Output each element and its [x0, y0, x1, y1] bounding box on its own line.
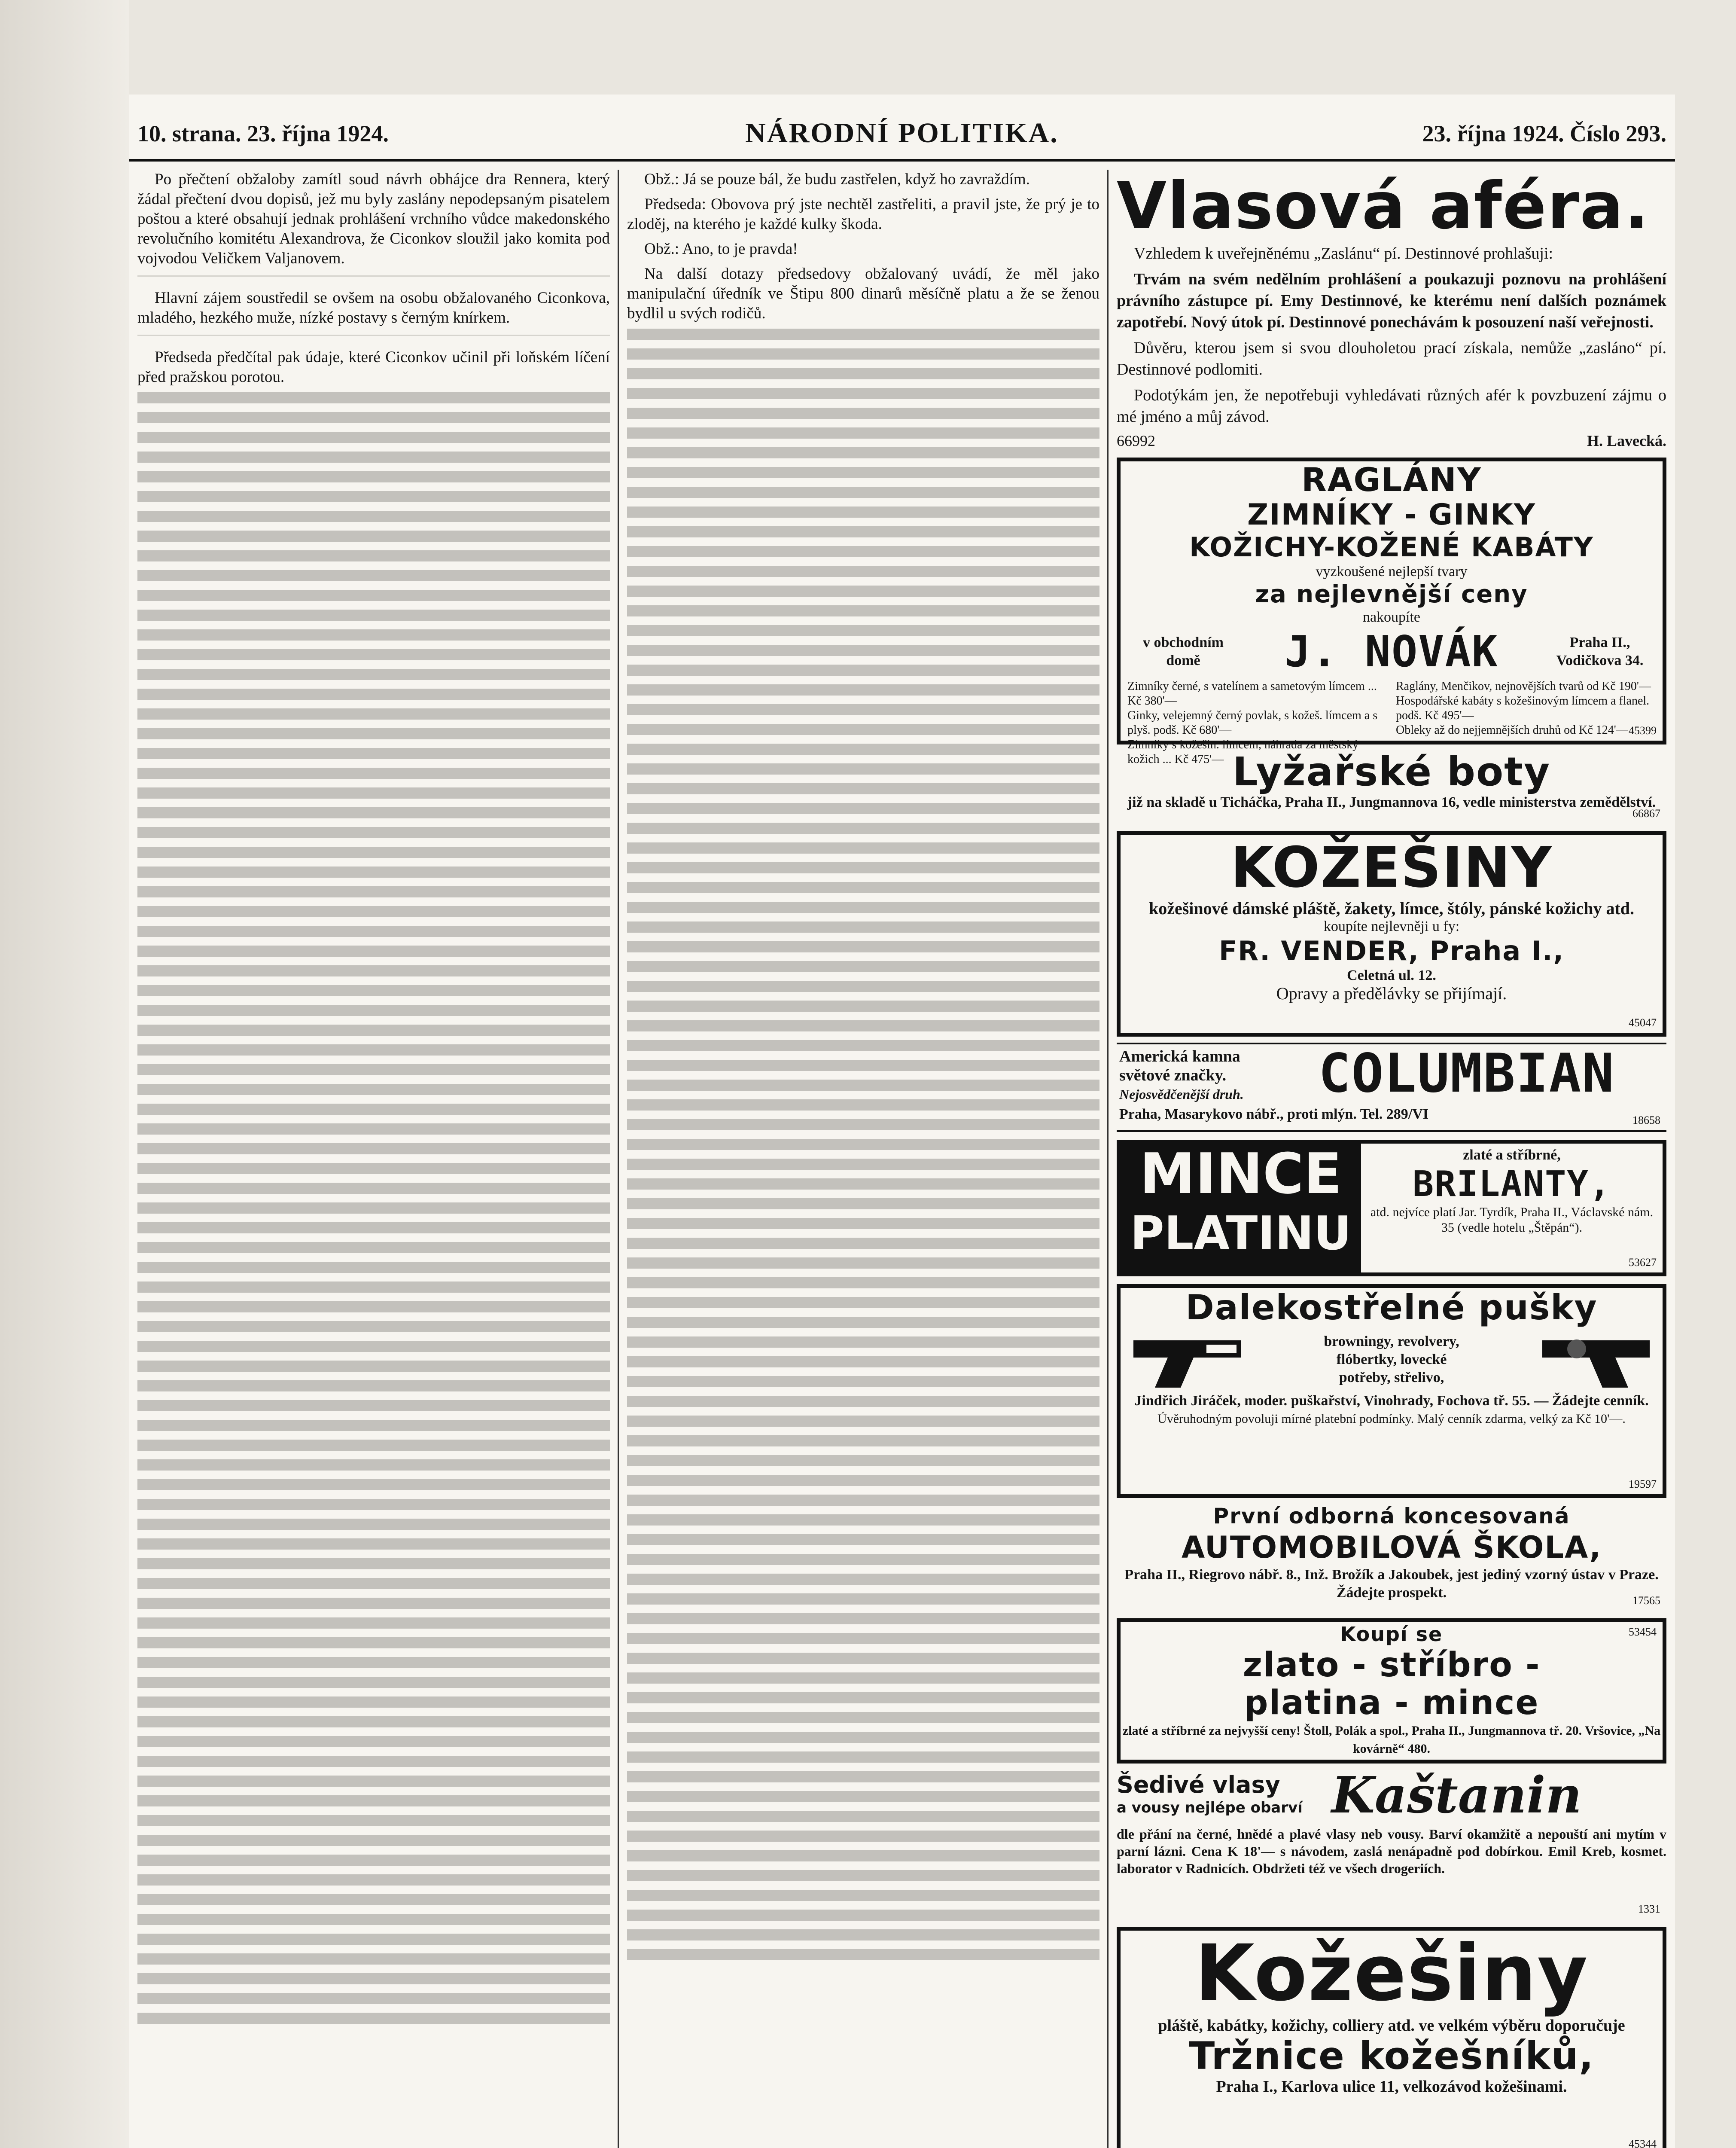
headline-vlasova-afera: Vlasová aféra. [1117, 169, 1650, 244]
illegible-text-block [137, 392, 610, 2025]
ad-title: MINCE [1139, 1141, 1342, 1206]
ad-lyzarske-boty [1117, 751, 1666, 824]
signature: H. Lavecká. [1587, 432, 1666, 449]
ad-tyrdik [1117, 1140, 1666, 1276]
ad-text: Úvěruhodným povoluji mírné platební podmínky. Malý cenník zdarma, velký za Kč 10'—. [1157, 1412, 1626, 1426]
ad-text: Koupí se [1340, 1623, 1443, 1646]
ad-text: v obchodním domě [1143, 634, 1224, 668]
statement-signature-row [1117, 432, 1666, 450]
ad-brand: FR. VENDER, Praha I., [1218, 935, 1565, 967]
article-column-1 [137, 170, 610, 2148]
article-paragraph: Hlavní zájem soustředil se ovšem na osobu obžalovaného Ciconkova, mladého, hezkého muže, nízké postavy s černým knírkem. [137, 289, 610, 326]
ad-number: 45344 [1629, 2138, 1657, 2148]
pistol-icon [1129, 1327, 1258, 1392]
header-issue-right: 23. října 1924. Číslo 293. [1422, 121, 1666, 146]
ad-title: Lyžařské boty [1232, 749, 1551, 795]
article-paragraph: Obž.: Ano, to je pravda! [644, 240, 798, 258]
illegible-text [137, 275, 610, 281]
price-item: Hospodářské kabáty s kožešinovým límcem a flanel. podš. Kč 495'— [1396, 694, 1650, 722]
statement-paragraph: Trvám na svém nedělním prohlášení a poukazuji poznovu na prohlášení právního zástupce pí. Emy Destinnové, ke kterému není dalších poznámek zapotřebí. Nový útok pí. Destinnové ponechávám k posouzení naší veřejnosti. [1117, 270, 1666, 331]
ad-text: Praha II., Riegrovo nábř. 8., Inž. Brožík a Jakoubek, jest jediný vzorný ústav v Praze. Žádejte prospekt. [1124, 1567, 1659, 1601]
ad-number: 66867 [1632, 807, 1660, 820]
column-rule [1107, 170, 1109, 2148]
vlasova-statement [1117, 243, 1666, 427]
ad-brand: J. NOVÁK [1285, 626, 1498, 677]
ad-number: 18658 [1632, 1114, 1660, 1126]
ad-text: již na skladě u Ticháčka, Praha II., Jungmannova 16, vedle ministerstva zemědělství. [1127, 794, 1656, 810]
header-date-left: 10. strana. 23. října 1924. [137, 121, 389, 146]
article-paragraph: Předseda: Obovova prý jste nechtěl zastřeliti, a pravil jste, že prý je to zloděj, na kterého je každé kulky škoda. [627, 195, 1099, 233]
ad-number: 19597 [1629, 1478, 1657, 1490]
ad-text: První odborná koncesovaná [1213, 1504, 1570, 1529]
ad-vender [1117, 831, 1666, 1037]
ad-text: Šedivé vlasy [1117, 1771, 1280, 1798]
ad-text: zlaté a stříbrné za nejvyšší ceny! Štoll, Polák a spol., Praha II., Jungmannova tř. 20. Vršovice, „Na kovárně“ 480. [1122, 1724, 1661, 1756]
ad-title: AUTOMOBILOVÁ ŠKOLA, [1181, 1530, 1602, 1565]
ad-line: nakoupíte [1362, 609, 1421, 625]
ad-trznice [1117, 1927, 1666, 2148]
ad-kastanin [1117, 1766, 1666, 1919]
statement-paragraph: Důvěru, kterou jsem si svou dlouholetou prací získala, nemůže „zasláno“ pí. Destinnové podlomiti. [1117, 339, 1666, 378]
ad-line: KOŽICHY-KOŽENÉ KABÁTY [1189, 531, 1594, 563]
ad-title: platina - mince [1244, 1684, 1539, 1722]
ad-text: Americká kamna [1119, 1047, 1240, 1065]
ad-brand: Kaštanin [1331, 1766, 1582, 1825]
ad-address: Celetná ul. 12. [1347, 967, 1436, 983]
article-paragraph: Obž.: Já se pouze bál, že budu zastřelen, když ho zavraždím. [644, 171, 1030, 188]
ad-line: za nejlevnější ceny [1255, 580, 1528, 608]
page-margin [0, 0, 129, 2148]
price-item: Raglány, Menčikov, nejnovějších tvarů od Kč 190'— [1396, 680, 1651, 693]
ad-text: koupíte nejlevněji u fy: [1323, 918, 1460, 934]
ad-autoskola [1117, 1503, 1666, 1611]
ad-text: browningy, revolvery, flóbertky, lovecké potřeby, střelivo, [1324, 1333, 1459, 1385]
ad-number: 45399 [1629, 724, 1657, 737]
ad-brand: COLUMBIAN [1319, 1043, 1615, 1105]
ad-zlato [1117, 1618, 1666, 1764]
ad-text: a vousy nejlépe obarví [1117, 1799, 1303, 1816]
ad-text: kožešinové dámské pláště, žakety, límce, štóly, pánské kožichy atd. [1148, 899, 1635, 918]
newspaper-title: NÁRODNÍ POLITIKA. [745, 117, 1059, 149]
column-rule [618, 170, 619, 2148]
ad-text: atd. nejvíce platí Jar. Tyrdík, Praha II., Václavské nám. 35 (vedle hotelu „Štěpán“). [1370, 1205, 1654, 1235]
ad-brand: BRILANTY, [1412, 1164, 1611, 1205]
ad-brand: Tržnice kožešníků, [1189, 2034, 1594, 2078]
ad-title: KOŽEŠINY [1230, 835, 1553, 900]
ad-line: ZIMNÍKY - GINKY [1247, 498, 1536, 532]
revolver-icon [1525, 1327, 1654, 1392]
statement-paragraph: Podotýkám jen, že nepotřebuji vyhledávati různých afér k povzbuzení zájmu o mé jméno a můj závod. [1117, 386, 1666, 426]
ad-number: 53627 [1629, 1256, 1657, 1269]
ad-pusky [1117, 1284, 1666, 1498]
page-header [129, 112, 1675, 162]
ad-text: dle přání na černé, hnědé a plavé vlasy neb vousy. Barví okamžitě a nepouští ani mytím v parní lázni. Cena K 18'— s návodem, zaslá nenápadně pod dobírkou. Emil Kreb, kosmet. laborator v Radnicích. Obdržeti též ve všech drogeriích. [1117, 1826, 1666, 1876]
statement-paragraph: Vzhledem k uveřejněnému „Zaslánu“ pí. Destinnové prohlašuji: [1134, 244, 1553, 262]
ad-address: Praha II., Vodičkova 34. [1556, 634, 1644, 668]
illegible-text [137, 335, 610, 341]
newspaper-page [129, 95, 1675, 2148]
article-paragraph: Na další dotazy předsedovy obžalovaný uvádí, že měl jako manipulační úředník ve Štipu 800 dinarů měsíčně platu a že se ženou bydlil u svých rodičů. [627, 265, 1099, 322]
ad-number: 45047 [1629, 1016, 1657, 1029]
price-item: Ginky, velejemný černý povlak, s kožeš. límcem a s plyš. podš. Kč 680'— [1127, 709, 1378, 737]
ad-number: 17565 [1632, 1594, 1660, 1607]
illegible-text-block [627, 329, 1099, 1961]
ad-novak [1117, 458, 1666, 766]
ad-number: 53454 [1629, 1626, 1657, 1638]
ad-address: Praha I., Karlova ulice 11, velkozávod kožešinami. [1216, 2078, 1567, 2096]
ad-address: Praha, Masarykovo nábř., proti mlýn. Tel. 289/VI [1119, 1106, 1429, 1122]
ad-text: zlaté a stříbrné, [1463, 1147, 1561, 1163]
ads-column [1117, 170, 1666, 2148]
ad-text: pláště, kabátky, kožichy, colliery atd. ve velkém výběru doporučuje [1158, 2017, 1625, 2035]
ad-line: RAGLÁNY [1301, 461, 1482, 499]
ad-text: Opravy a předělávky se přijímají. [1276, 984, 1507, 1003]
price-item: Zimníky s kožešin. límcem, náhrada za městský kožich ... Kč 475'— [1127, 738, 1359, 766]
article-column-2 [627, 170, 1099, 2148]
ad-title: zlato - stříbro - [1243, 1646, 1541, 1684]
price-item: Zimníky černé, s vatelínem a sametovým límcem ... Kč 380'— [1127, 680, 1377, 708]
ad-number: 1331 [1638, 1903, 1660, 1915]
ad-title: Kožešiny [1194, 1928, 1589, 2018]
ad-number: 66992 [1117, 432, 1155, 449]
ad-columbian [1117, 1043, 1666, 1132]
ad-text: Jindřich Jiráček, moder. puškařství, Vinohrady, Fochova tř. 55. — Žádejte cenník. [1134, 1393, 1649, 1409]
ad-title: Dalekostřelné pušky [1185, 1288, 1598, 1327]
article-paragraph: Předseda předčítal pak údaje, které Ciconkov učinil při loňském líčení před pražskou porotou. [137, 348, 610, 386]
article-paragraph: Po přečtení obžaloby zamítl soud návrh obhájce dra Rennera, který žádal přečtení dvou dopisů, jež mu byly zaslány nepodepsaným pisatelem poštou a které obsahují jednak prohlášení vrchního vůdce makedonského revolučního komitétu Alexandrova, že Ciconkov sloužil jako komita pod vojvodou Veličkem Valjanovem. [137, 171, 610, 267]
price-item: Obleky až do nejjemnějších druhů od Kč 124'— [1396, 723, 1628, 737]
ad-text: světové značky. [1119, 1066, 1227, 1084]
ad-line: vyzkoušené nejlepší tvary [1316, 564, 1468, 580]
ad-text: Nejosvědčenější druh. [1119, 1086, 1244, 1102]
ad-title: PLATINU [1130, 1207, 1352, 1260]
